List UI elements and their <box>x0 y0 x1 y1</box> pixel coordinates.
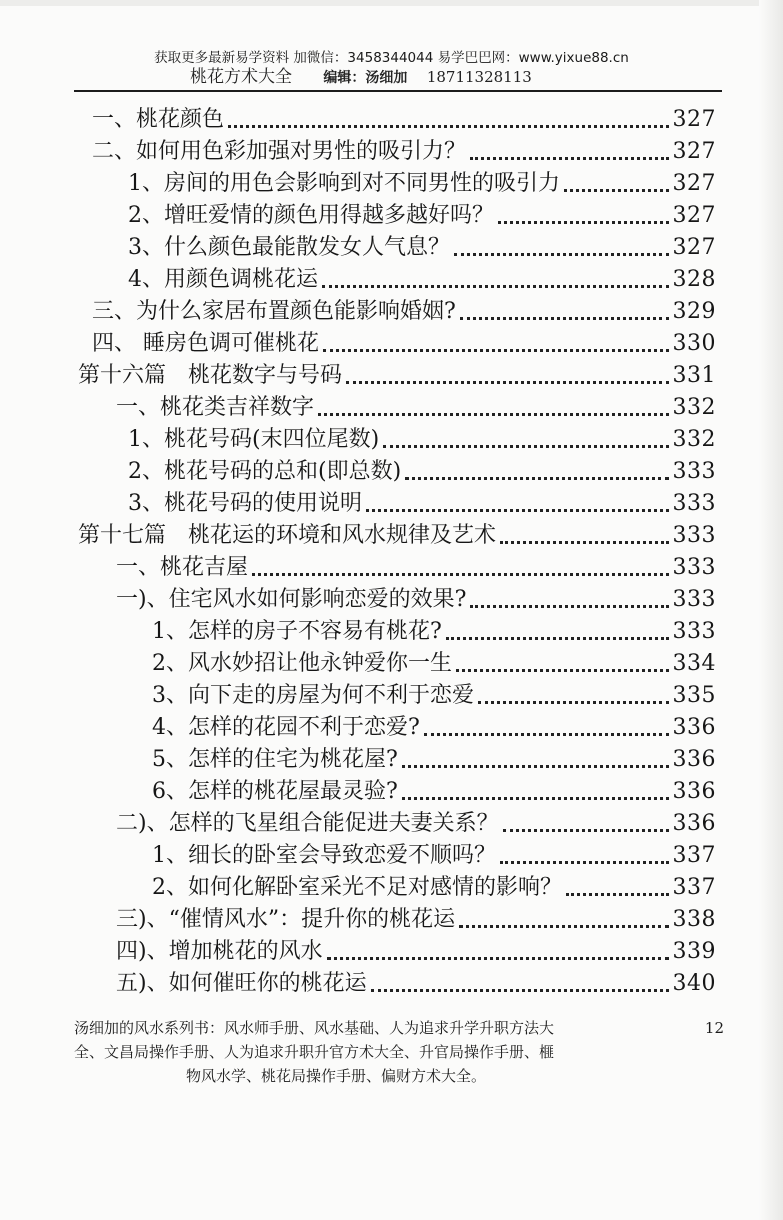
toc-entry-title: 五)、如何催旺你的桃花运 <box>116 971 367 996</box>
toc-leader-dots <box>322 285 669 288</box>
toc-entry-title: 一、桃花类吉祥数字 <box>116 395 315 420</box>
toc-entry <box>128 264 716 296</box>
page-right-edge <box>759 0 783 1220</box>
toc-leader-dots <box>402 797 669 800</box>
toc-leader-dots <box>405 477 668 480</box>
toc-leader-dots <box>318 413 668 416</box>
toc-entry-title: 2、增旺爱情的颜色用得越多越好吗？ <box>128 203 494 228</box>
toc-chapter-entry <box>78 360 716 392</box>
toc-entry-title: 三)、“催情风水”：提升你的桃花运 <box>116 907 456 932</box>
toc-entry-title: 2、桃花号码的总和(即总数) <box>128 459 402 484</box>
toc-entry-page: 339 <box>672 939 716 964</box>
toc-leader-dots <box>424 733 669 736</box>
toc-leader-dots <box>470 157 668 160</box>
toc-entry <box>116 904 716 936</box>
toc-entry <box>116 808 716 840</box>
page-number: 12 <box>704 1019 724 1037</box>
toc-entry <box>128 232 716 264</box>
toc-entry <box>152 840 716 872</box>
toc-leader-dots <box>460 317 669 320</box>
toc-entry-page: 327 <box>672 203 716 228</box>
toc-entry-page: 336 <box>672 779 716 804</box>
editor-label: 编辑：汤细加 <box>323 70 408 86</box>
toc-entry <box>92 104 716 136</box>
toc-entry-title: 3、什么颜色最能散发女人气息？ <box>128 235 450 260</box>
toc-entry-title: 四、 睡房色调可催桃花 <box>92 331 319 356</box>
toc-entry <box>92 328 716 360</box>
toc-leader-dots <box>470 605 668 608</box>
toc-entry <box>92 296 716 328</box>
toc-entry-page: 330 <box>672 331 716 356</box>
toc-entry <box>152 616 716 648</box>
toc-leader-dots <box>228 125 668 128</box>
toc-entry <box>152 648 716 680</box>
toc-leader-dots <box>252 573 668 576</box>
toc-chapter-entry <box>78 520 716 552</box>
toc-entry <box>152 680 716 712</box>
toc-entry <box>152 776 716 808</box>
toc-entry <box>128 200 716 232</box>
toc-entry-title: 1、房间的用色会影响到对不同男性的吸引力 <box>128 171 560 196</box>
toc-entry-title: 1、怎样的房子不容易有桃花? <box>152 619 442 644</box>
toc-leader-dots <box>503 829 669 832</box>
page-top-edge <box>0 0 783 6</box>
toc-entry-title: 二、如何用色彩加强对男性的吸引力？ <box>92 139 467 164</box>
toc-entry-page: 328 <box>672 267 716 292</box>
toc-entry-title: 1、细长的卧室会导致恋爱不顺吗？ <box>152 843 496 868</box>
toc-entry <box>152 712 716 744</box>
toc-entry-page: 329 <box>672 299 716 324</box>
toc-entry <box>128 424 716 456</box>
running-header <box>190 62 650 87</box>
toc-entry <box>128 456 716 488</box>
toc-entry-page: 333 <box>672 555 716 580</box>
toc-entry-page: 336 <box>672 811 716 836</box>
toc-entry-page: 340 <box>672 971 716 996</box>
toc-entry-page: 333 <box>672 587 716 612</box>
toc-leader-dots <box>346 381 668 384</box>
toc-leader-dots <box>500 861 669 864</box>
toc-leader-dots <box>402 765 669 768</box>
toc-entry <box>116 392 716 424</box>
toc-entry-page: 332 <box>672 395 716 420</box>
toc-entry-title: 3、向下走的房屋为何不利于恋爱 <box>152 683 474 708</box>
toc-entry-page: 337 <box>672 843 716 868</box>
toc-entry <box>116 968 716 1000</box>
toc-entry-title: 1、桃花号码(末四位尾数) <box>128 427 380 452</box>
toc-entry-title: 一、桃花颜色 <box>92 107 225 132</box>
toc-entry <box>92 136 716 168</box>
book-title: 桃花方术大全 <box>190 67 292 87</box>
toc-entry-title: 一)、住宅风水如何影响恋爱的效果? <box>116 587 467 612</box>
footer-book-series <box>74 1016 724 1088</box>
toc-entry-title: 2、如何化解卧室采光不足对感情的影响？ <box>152 875 562 900</box>
toc-leader-dots <box>371 989 669 992</box>
toc-entry-title: 四)、增加桃花的风水 <box>116 939 323 964</box>
toc-entry-page: 331 <box>672 363 716 388</box>
toc-entry-page: 333 <box>672 619 716 644</box>
footer-line: 物风水学、桃花局操作手册、偏财方术大全。 <box>186 1067 487 1085</box>
editor-phone: 18711328113 <box>426 68 532 86</box>
toc-entry-page: 333 <box>672 459 716 484</box>
toc-leader-dots <box>446 637 669 640</box>
toc-entry-title: 第十七篇 桃花运的环境和风水规律及艺术 <box>78 523 497 548</box>
toc-entry-page: 336 <box>672 747 716 772</box>
toc-entry-title: 第十六篇 桃花数字与号码 <box>78 363 343 388</box>
toc-entry-page: 327 <box>672 235 716 260</box>
toc-entry-page: 327 <box>672 139 716 164</box>
toc-leader-dots <box>383 445 668 448</box>
toc-entry <box>152 744 716 776</box>
toc-entry <box>116 584 716 616</box>
toc-entry-title: 5、怎样的住宅为桃花屋? <box>152 747 398 772</box>
toc-entry-title: 3、桃花号码的使用说明 <box>128 491 362 516</box>
toc-leader-dots <box>454 253 669 256</box>
toc-entry-title: 一、桃花吉屋 <box>116 555 249 580</box>
watermark-text: 获取更多最新易学资料 加微信：3458344044 易学巴巴网：www.yixue88.cn <box>154 50 629 66</box>
footer-line: 汤细加的风水系列书：风水师手册、风水基础、人为追求升学升职方法大 <box>74 1019 555 1037</box>
toc-leader-dots <box>456 669 669 672</box>
footer-line: 全、文昌局操作手册、人为追求升职升官方术大全、升官局操作手册、榧 <box>74 1043 555 1061</box>
toc-entry-page: 336 <box>672 715 716 740</box>
toc-entry-page: 327 <box>672 107 716 132</box>
toc-entry-page: 337 <box>672 875 716 900</box>
toc-leader-dots <box>366 509 669 512</box>
toc-entry-page: 335 <box>672 683 716 708</box>
toc-entry-page: 332 <box>672 427 716 452</box>
toc-leader-dots <box>564 189 669 192</box>
toc-leader-dots <box>459 925 668 928</box>
toc-entry-page: 334 <box>672 651 716 676</box>
toc-entry <box>152 872 716 904</box>
toc-entry-title: 2、风水妙招让他永钟爱你一生 <box>152 651 452 676</box>
toc-entry <box>116 552 716 584</box>
toc-entry-title: 6、怎样的桃花屋最灵验? <box>152 779 398 804</box>
toc-leader-dots <box>566 893 669 896</box>
toc-leader-dots <box>478 701 669 704</box>
toc-entry-page: 333 <box>672 491 716 516</box>
toc-entry-page: 338 <box>672 907 716 932</box>
toc-leader-dots <box>323 349 669 352</box>
toc-leader-dots <box>500 541 668 544</box>
toc-entry <box>128 168 716 200</box>
toc-entry <box>128 488 716 520</box>
toc-leader-dots <box>498 221 669 224</box>
toc-entry <box>116 936 716 968</box>
toc-entry-title: 三、为什么家居布置颜色能影响婚姻? <box>92 299 456 324</box>
toc-entry-title: 4、怎样的花园不利于恋爱? <box>152 715 420 740</box>
toc-leader-dots <box>327 957 669 960</box>
toc-entry-page: 327 <box>672 171 716 196</box>
header-rule <box>74 90 722 92</box>
toc-entry-page: 333 <box>672 523 716 548</box>
toc-entry-title: 4、用颜色调桃花运 <box>128 267 318 292</box>
toc-entry-title: 二)、怎样的飞星组合能促进夫妻关系？ <box>116 811 499 836</box>
